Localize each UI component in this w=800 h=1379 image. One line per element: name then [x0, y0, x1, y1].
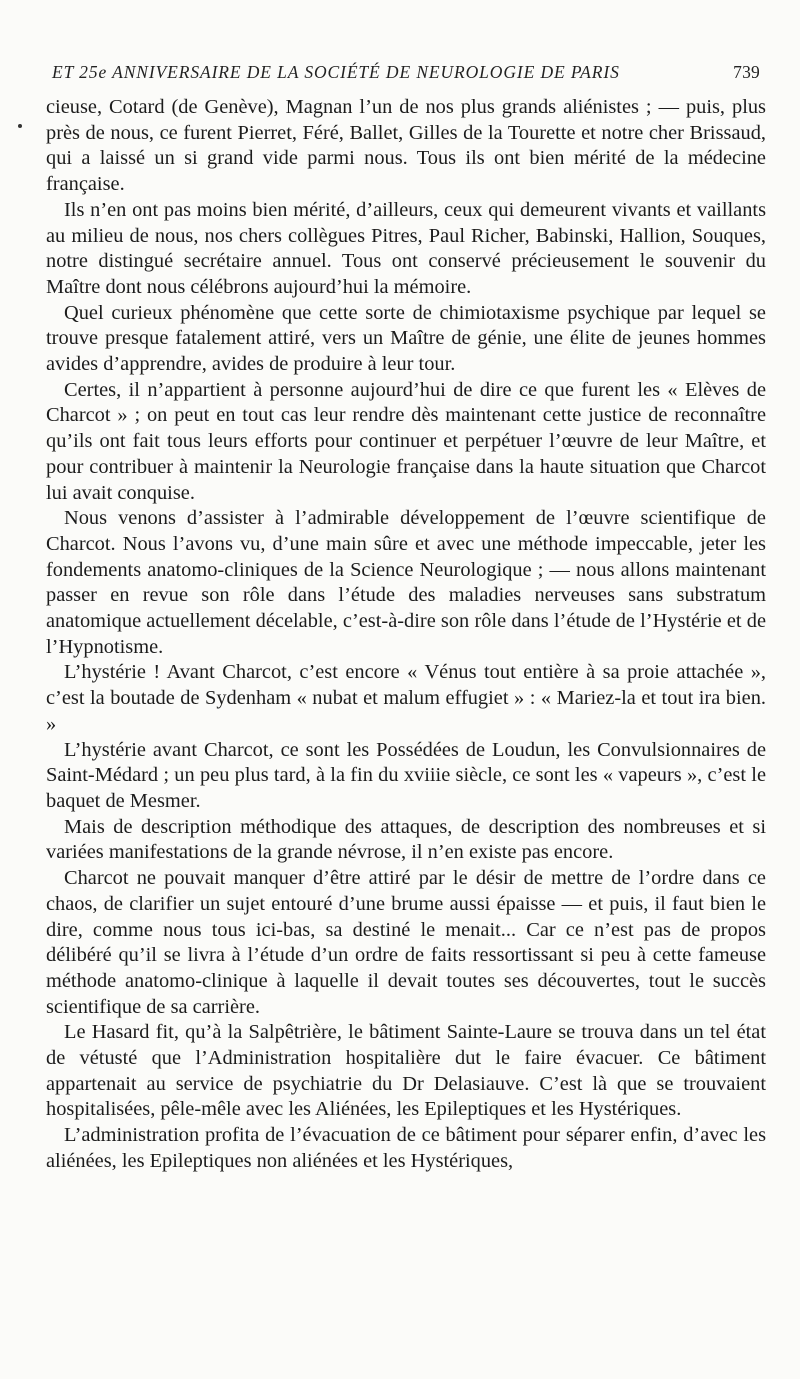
running-head-title: ET 25e ANNIVERSAIRE DE LA SOCIÉTÉ DE NEUROLOGIE DE PARIS — [52, 62, 620, 82]
paragraph: L’hystérie avant Charcot, ce sont les Possédées de Loudun, les Convulsionnaires de Saint-Médard ; un peu plus tard, à la fin du xviiie siècle, ce sont les « vapeurs », c’est le baquet de Mesmer. — [46, 738, 766, 812]
body-text — [46, 95, 766, 1175]
paragraph: cieuse, Cotard (de Genève), Magnan l’un de nos plus grands aliénistes ; — puis, plus près de nous, ce furent Pierret, Féré, Ballet, Gilles de la Tourette et notre cher Brissaud, qui a laissé un si grand vide parmi nous. Tous ils ont bien mérité de la médecine française. — [46, 96, 766, 196]
paragraph: Nous venons d’assister à l’admirable développement de l’œuvre scientifique de Charcot. Nous l’avons vu, d’une main sûre et avec une méthode impeccable, jeter les fondements anatomo-cliniques de la Science Neurologique ; — nous allons maintenant passer en revue son rôle dans l’étude des maladies nerveuses sans substratum anatomique actuellement décelable, c’est-à-dire son rôle dans l’étude de l’Hystérie et de l’Hypnotisme. — [46, 507, 766, 658]
margin-mark — [18, 124, 22, 128]
paragraph: Ils n’en ont pas moins bien mérité, d’ailleurs, ceux qui demeurent vivants et vaillants au milieu de nous, nos chers collègues Pitres, Paul Richer, Babinski, Hallion, Souques, notre distingué secrétaire annuel. Tous ont conservé précieusement le souvenir du Maître dont nous célébrons aujourd’hui la mémoire. — [46, 198, 766, 298]
paragraph: L’hystérie ! Avant Charcot, c’est encore « Vénus tout entière à sa proie attachée », c’est la boutade de Sydenham « nubat et malum effugiet » : « Mariez-la et tout ira bien. » — [46, 661, 766, 735]
paragraph: L’administration profita de l’évacuation de ce bâtiment pour séparer enfin, d’avec les aliénées, les Epileptiques non aliénées et les Hystériques, — [46, 1124, 766, 1172]
paragraph: Quel curieux phénomène que cette sorte de chimiotaxisme psychique par lequel se trouve presque fatalement attiré, vers un Maître de génie, une élite de jeunes hommes avides d’apprendre, avides de produire à leur tour. — [46, 301, 766, 376]
page-number: 739 — [733, 62, 760, 82]
paragraph: Certes, il n’appartient à personne aujourd’hui de dire ce que furent les « Elèves de Charcot » ; on peut en tout cas leur rendre dès maintenant cette justice de reconnaître qu’ils ont fait tous leurs efforts pour continuer et perpétuer l’œuvre de leur Maître, et pour contribuer à maintenir la Neurologie française dans la haute situation que Charcot lui avait conquise. — [46, 378, 766, 504]
running-head — [52, 62, 760, 83]
paragraph: Mais de description méthodique des attaques, de description des nombreuses et si variées manifestations de la grande névrose, il n’en existe pas encore. — [46, 815, 766, 864]
paragraph: Charcot ne pouvait manquer d’être attiré par le désir de mettre de l’ordre dans ce chaos, de clarifier un sujet entouré d’une brume aussi épaisse — et puis, il faut bien le dire, comme nous tous ici-bas, sa destiné le menait... Car ce n’est pas de propos délibéré qu’il se livra à l’étude d’un ordre de faits ressortissant si peu à cette fameuse méthode anatomo-clinique à laquelle il devait toutes ses découvertes, tout le succès scientifique de sa carrière. — [46, 867, 766, 1018]
paragraph: Le Hasard fit, qu’à la Salpêtrière, le bâtiment Sainte-Laure se trouva dans un tel état de vétusté que l’Administration hospitalière dut le faire évacuer. Ce bâtiment appartenait au service de psychiatrie du Dr Delasiauve. C’est là que se trouvaient hospitalisées, pêle-mêle avec les Aliénées, les Epileptiques et les Hystériques. — [46, 1021, 766, 1121]
